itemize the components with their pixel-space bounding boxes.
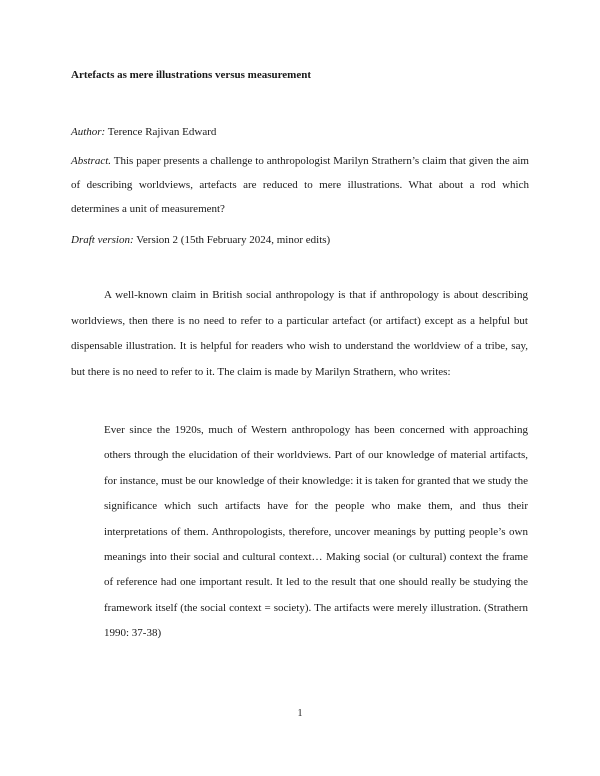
page-number: 1 xyxy=(297,708,303,719)
paper-title: Artefacts as mere illustrations versus measurement xyxy=(71,69,312,81)
author-label: Author: xyxy=(71,126,106,138)
draft-version-text: Version 2 (15th February 2024, minor edits) xyxy=(136,234,331,246)
block-quote: Ever since the 1920s, much of Western anthropology has been concerned with approaching others through the elucidation of their worldviews. Part of our knowledge of material artifacts, for instance, must be our knowledge of their knowledge: it is taken for granted that we study the significance which such artifacts have for the people who make them, and thus their interpretations of them. Anthropologists, therefore, uncover meanings by putting people’s own meanings into their social and cultural context… Making social (or cultural) context the frame of reference had one important result. It led to the result that one should really be studying the framework itself (the social context = society). The artifacts were merely illustration. (Strathern 1990: 37-38) xyxy=(104,424,528,640)
draft-version-label: Draft version: xyxy=(71,234,134,246)
draft-version-line xyxy=(71,234,330,246)
abstract-text: This paper presents a challenge to anthropologist Marilyn Strathern’s claim that given the aim of describing worldviews, artefacts are reduced to mere illustrations. What about a rod which determines a unit of measurement? xyxy=(71,155,529,215)
body-paragraph: A well-known claim in British social anthropology is that if anthropology is about describing worldviews, then there is no need to refer to a particular artefact (or artifact) except as a helpful but dispensable illustration. It is helpful for readers who wish to understand the worldview of a tribe, say, but there is no need to refer to it. The claim is made by Marilyn Strathern, who writes: xyxy=(71,289,528,378)
abstract-block xyxy=(71,149,529,221)
abstract-label: Abstract. xyxy=(71,155,112,167)
author-line xyxy=(71,126,216,138)
author-name: Terence Rajivan Edward xyxy=(107,126,217,138)
